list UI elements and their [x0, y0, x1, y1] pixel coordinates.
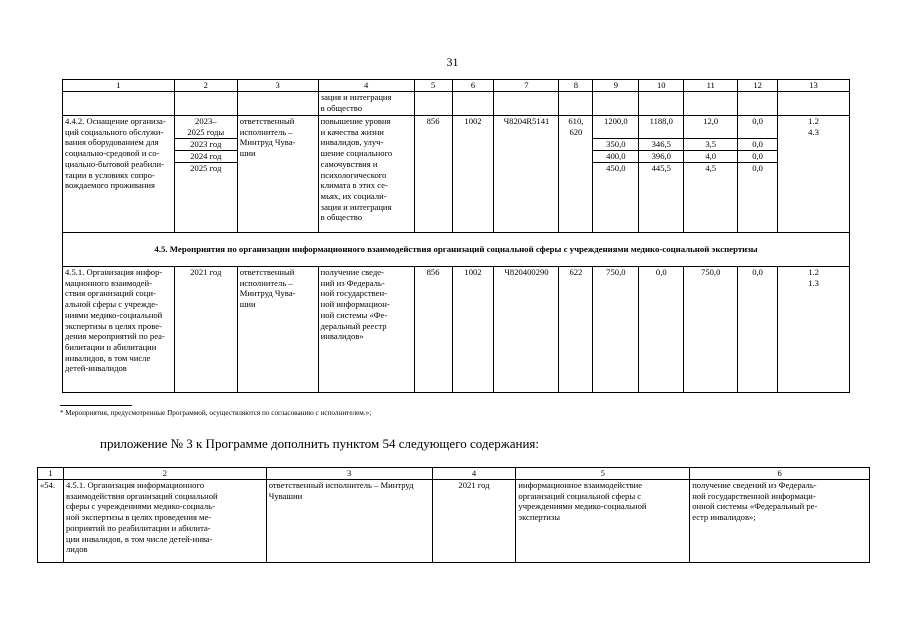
- section-title: 4.5. Мероприятия по организации информационного взаимодействия организаций социальной сферы с учреждениями медико-социальной экспертизы: [63, 233, 850, 267]
- text-line: билитации и абилитации: [65, 341, 157, 352]
- text-line: ниями медико-социальной: [65, 309, 163, 320]
- cell-activity-name: [63, 480, 266, 563]
- header-cell: 2: [63, 468, 266, 480]
- text-line: 3,5: [684, 139, 737, 151]
- text-line: 2025 год: [190, 162, 222, 173]
- text-line: 1200,0: [604, 116, 628, 126]
- text-line: климата в этих се-: [320, 180, 388, 191]
- cell-total: 750,0: [593, 267, 639, 393]
- text-line: 4.3: [808, 126, 819, 137]
- text-line: шение социального: [320, 148, 393, 159]
- header-cell: 11: [684, 80, 738, 92]
- text-line: 0,0: [738, 151, 777, 163]
- table-row-4-4-2: [63, 116, 850, 233]
- text-line: [738, 127, 777, 139]
- cell-expense-type: 622: [559, 267, 593, 393]
- header-cell: 2: [174, 80, 237, 92]
- header-cell: 3: [266, 468, 432, 480]
- text-line: организаций социальной сферы с: [518, 490, 642, 501]
- header-cell: 7: [494, 80, 559, 92]
- table-row-4-5-1: [63, 267, 850, 393]
- text-line: 2024 год: [175, 151, 237, 163]
- text-line: ной государственной информаци-: [692, 490, 816, 501]
- amendment-heading: приложение № 3 к Программе дополнить пунктом 54 следующего содержания:: [100, 436, 539, 451]
- text-line: шии: [239, 148, 256, 159]
- text-line: инвалидов»: [320, 331, 364, 342]
- cell-result: [318, 267, 414, 393]
- text-line: в общество: [320, 102, 363, 113]
- text-line: 350,0: [593, 139, 638, 151]
- cell-executor: ответственный исполнитель – Минтруд Чувашии: [266, 480, 432, 563]
- text-line: 4,0: [684, 151, 737, 163]
- text-line: экспертизы в целях прове-: [65, 320, 162, 331]
- cell-other: 0,0: [738, 267, 778, 393]
- footnote-separator: [60, 405, 132, 406]
- cell-target-article: Ч820400290: [494, 267, 559, 393]
- text-line: мационного взаимодей-: [65, 277, 152, 288]
- header-cell: 3: [237, 80, 318, 92]
- text-line: ной информацион-: [320, 299, 390, 310]
- cell-federal: 0,0: [639, 267, 684, 393]
- text-line: мьях, их социали-: [320, 190, 387, 201]
- text-line: онной системы «Федеральный ре-: [692, 501, 818, 512]
- text-line: 4.5.1. Организация инфор-: [65, 267, 163, 277]
- text-line: самочувствия и: [320, 158, 378, 169]
- text-line: 12,0: [703, 116, 719, 126]
- text-line: 620: [569, 126, 583, 137]
- cell-indicators: [778, 116, 850, 233]
- header-cell: 8: [559, 80, 593, 92]
- text-line: Минтруд Чува-: [239, 288, 296, 299]
- text-line: Минтруд Чува-: [239, 137, 296, 148]
- table-row-continuation: [63, 92, 850, 116]
- text-line: детей-инвалидов: [65, 363, 127, 374]
- text-line: ной системы «Фе-: [320, 309, 388, 320]
- text-line: получение сведений из Федераль-: [692, 480, 817, 490]
- cell-activity-name: [63, 116, 175, 233]
- text-line: ответственный: [239, 267, 295, 277]
- cell-expense-type: [559, 116, 593, 233]
- text-line: экспертизы: [518, 512, 560, 523]
- text-line: ной экспертизы в целях проведения ме-: [65, 512, 212, 523]
- text-line: 1.3: [808, 277, 819, 288]
- text-line: 610,: [568, 116, 584, 126]
- header-cell: 5: [414, 80, 452, 92]
- cell-executor: [237, 116, 318, 233]
- text-line: ответственный: [239, 116, 295, 126]
- cell-republic: [684, 116, 738, 233]
- text-line: учреждениями медико-социальной: [518, 501, 647, 512]
- text-line: дения мероприятий по реа-: [65, 331, 165, 342]
- cell-other: [738, 116, 778, 233]
- cell-activity-name: [63, 267, 175, 393]
- cell-indicators: [778, 267, 850, 393]
- text-line: исполнитель –: [239, 277, 293, 288]
- text-line: 2023–: [195, 116, 217, 126]
- text-line: зация и интеграция: [320, 92, 392, 102]
- text-line: зация и интеграция: [320, 201, 392, 212]
- cell-section: 1002: [452, 267, 494, 393]
- text-line: циально-бытовой реабили-: [65, 158, 164, 169]
- text-line: 400,0: [593, 151, 638, 163]
- text-line: 4,5: [705, 162, 717, 173]
- cell-total: [593, 116, 639, 233]
- text-line: 346,5: [639, 139, 683, 151]
- text-line: 0,0: [752, 162, 763, 173]
- text-line: 4.5.1. Организация информационного: [65, 480, 205, 490]
- text-line: 396,0: [639, 151, 683, 163]
- table-header-row: [38, 468, 870, 480]
- text-line: в общество: [320, 212, 363, 223]
- text-line: информационное взаимодействие: [518, 480, 643, 490]
- text-line: [639, 127, 683, 139]
- cell-federal: [639, 116, 684, 233]
- text-line: 2025 годы: [175, 127, 237, 139]
- footnote: * Мероприятия, предусмотренные Программой, осуществляются по согласованию с исполнителем.»;: [60, 409, 372, 417]
- section-title-row: [63, 233, 850, 267]
- text-line: инвалидов, в том числе: [65, 352, 151, 363]
- cell-relation: [516, 480, 690, 563]
- header-cell: 4: [318, 80, 414, 92]
- text-line: [593, 127, 638, 139]
- text-line: роприятий по реабилитации и абилита-: [65, 522, 211, 533]
- text-line: вания оборудованием для: [65, 137, 159, 148]
- cell-executor: [237, 267, 318, 393]
- text-line: 1.2: [808, 267, 819, 277]
- text-line: ции инвалидов, в том числе детей-инва-: [65, 533, 213, 544]
- header-cell: 13: [778, 80, 850, 92]
- cell-period: [174, 116, 237, 233]
- cell-target-article: Ч8204R5141: [494, 116, 559, 233]
- cell-grbs: 856: [414, 267, 452, 393]
- header-cell: 12: [738, 80, 778, 92]
- text-line: альной сферы с учрежде-: [65, 299, 158, 310]
- text-line: 1.2: [808, 116, 819, 126]
- text-line: 0,0: [738, 139, 777, 151]
- text-line: ной государствен-: [320, 288, 387, 299]
- text-line: лидов: [65, 544, 88, 555]
- header-cell: 6: [452, 80, 494, 92]
- text-line: деральный реестр: [320, 320, 387, 331]
- text-line: тации в условиях сопро-: [65, 169, 155, 180]
- text-line: повышение уровня: [320, 116, 391, 126]
- text-line: 0,0: [752, 116, 763, 126]
- cell-result: [318, 116, 414, 233]
- text-line: [684, 127, 737, 139]
- cell-result: [690, 480, 870, 563]
- appendix-table: [37, 467, 870, 563]
- text-line: инвалидов, улуч-: [320, 137, 384, 148]
- text-line: получение сведе-: [320, 267, 384, 277]
- text-line: 1188,0: [649, 116, 673, 126]
- text-line: 2023 год: [175, 139, 237, 151]
- cell-grbs: 856: [414, 116, 452, 233]
- header-cell: 6: [690, 468, 870, 480]
- text-line: ний из Федераль-: [320, 277, 385, 288]
- header-cell: 1: [38, 468, 64, 480]
- table-header-row: [63, 80, 850, 92]
- table-row-54: [38, 480, 870, 563]
- header-cell: 9: [593, 80, 639, 92]
- header-cell: 10: [639, 80, 684, 92]
- cell-col4-continuation: [318, 92, 414, 116]
- header-cell: 4: [432, 468, 516, 480]
- cell-period: 2021 год: [174, 267, 237, 393]
- text-line: шии: [239, 299, 256, 310]
- header-cell: 1: [63, 80, 175, 92]
- page-number: 31: [446, 55, 459, 69]
- text-line: психологического: [320, 169, 387, 180]
- text-line: и качества жизни: [320, 126, 384, 137]
- text-line: вождаемого проживания: [65, 180, 155, 191]
- cell-republic: 750,0: [684, 267, 738, 393]
- text-line: социально-средовой и со-: [65, 148, 160, 159]
- cell-period: 2021 год: [432, 480, 516, 563]
- text-line: взаимодействия организаций социальной: [65, 490, 218, 501]
- text-line: 4.4.2. Оснащение организа-: [65, 116, 166, 126]
- main-table: [62, 79, 850, 393]
- text-line: сферы с учреждениями медико-социаль-: [65, 501, 215, 512]
- cell-number: «54.: [38, 480, 64, 563]
- text-line: естр инвалидов»;: [692, 512, 756, 523]
- header-cell: 5: [516, 468, 690, 480]
- text-line: 445,5: [651, 162, 671, 173]
- text-line: 450,0: [606, 162, 626, 173]
- cell-section: 1002: [452, 116, 494, 233]
- text-line: ций социального обслужи-: [65, 126, 164, 137]
- text-line: ствия организаций соци-: [65, 288, 156, 299]
- text-line: исполнитель –: [239, 126, 293, 137]
